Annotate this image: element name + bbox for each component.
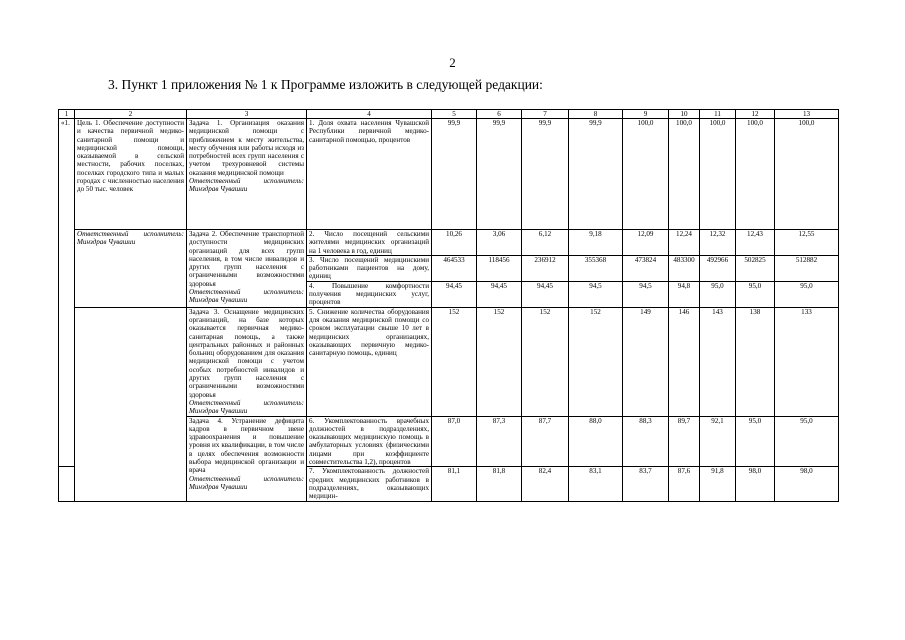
goal-executor-text: Ответственный исполнитель: Минздрав Чувашии xyxy=(77,230,184,247)
column-number: 3 xyxy=(187,110,307,119)
indicator-value: 6,12 xyxy=(522,230,569,256)
indicator-value: 95,0 xyxy=(736,416,775,467)
indicator-name: 4. Повышение комфортности получения медицинских услуг, процентов xyxy=(307,281,432,307)
column-number: 1 xyxy=(59,110,75,119)
task-text: Задача 3. Оснащение медицинских организаций, на базе которых оказывается первичная медико-санитарная помощь, а также центральных районных и районных больниц оборудованием для оказания медицинской помощи с учетом особых потребностей инвалидов и других групп населения с ограниченными возможностями здоровья xyxy=(189,307,304,399)
indicator-value: 10,26 xyxy=(432,230,477,256)
indicator-value: 87,0 xyxy=(432,416,477,467)
indicator-name: 2. Число посещений сельскими жителями медицинских организаций на 1 человека в год, единиц xyxy=(307,230,432,256)
row-label: «1. xyxy=(59,119,75,467)
indicator-value: 9,18 xyxy=(569,230,623,256)
indicator-value: 95,0 xyxy=(775,416,839,467)
indicator-value: 355368 xyxy=(569,255,623,281)
indicator-value: 94,45 xyxy=(432,281,477,307)
indicator-value: 95,0 xyxy=(736,281,775,307)
indicator-value: 99,9 xyxy=(432,119,477,230)
task-executor: Ответственный исполнитель: Минздрав Чувашии xyxy=(189,398,304,416)
indicator-value: 133 xyxy=(775,307,839,416)
column-number: 11 xyxy=(700,110,736,119)
task-cell xyxy=(187,119,307,230)
column-number: 10 xyxy=(669,110,700,119)
indicator-value: 12,43 xyxy=(736,230,775,256)
indicator-value: 89,7 xyxy=(669,416,700,467)
indicator-value: 100,0 xyxy=(736,119,775,230)
indicator-value: 81,1 xyxy=(432,467,477,501)
table-row xyxy=(59,307,839,416)
indicator-value: 98,0 xyxy=(775,467,839,501)
indicator-value: 83,1 xyxy=(569,467,623,501)
indicator-name: 5. Снижение количества оборудования для оказания медицинской помощи со сроком эксплуатации свыше 10 лет в медицинских организациях, оказывающих первичную медико-санитарную помощь, единиц xyxy=(307,307,432,416)
indicator-value: 100,0 xyxy=(669,119,700,230)
column-number: 2 xyxy=(75,110,187,119)
column-number: 13 xyxy=(775,110,839,119)
indicator-value: 95,0 xyxy=(775,281,839,307)
indicator-value: 87,6 xyxy=(669,467,700,501)
indicator-value: 492966 xyxy=(700,255,736,281)
task-text: Задача 4. Устранение дефицита кадров в первичном звене здравоохранения и повышение уровня их квалификации, в том числе в целях обеспечения возможности выбора медицинской организации и врача xyxy=(189,416,304,475)
task-cell xyxy=(187,416,307,501)
table-row xyxy=(59,119,839,230)
indicator-value: 100,0 xyxy=(775,119,839,230)
indicator-value: 152 xyxy=(432,307,477,416)
indicator-value: 12,24 xyxy=(669,230,700,256)
program-table xyxy=(58,109,839,502)
task-executor: Ответственный исполнитель: Минздрав Чувашии xyxy=(189,474,304,491)
indicator-value: 99,9 xyxy=(477,119,522,230)
goal-executor xyxy=(75,230,187,308)
indicator-value: 88,3 xyxy=(623,416,669,467)
indicator-value: 138 xyxy=(736,307,775,416)
indicator-value: 483300 xyxy=(669,255,700,281)
indicator-value: 473824 xyxy=(623,255,669,281)
indicator-value: 152 xyxy=(477,307,522,416)
indicator-value: 94,5 xyxy=(623,281,669,307)
indicator-value: 91,8 xyxy=(700,467,736,501)
heading: 3. Пункт 1 приложения № 1 к Программе изложить в следующей редакции: xyxy=(108,77,543,92)
indicator-value: 94,45 xyxy=(522,281,569,307)
column-number: 9 xyxy=(623,110,669,119)
indicator-value: 149 xyxy=(623,307,669,416)
indicator-value: 464533 xyxy=(432,255,477,281)
indicator-value: 146 xyxy=(669,307,700,416)
row-label-empty xyxy=(59,467,75,501)
indicator-value: 87,3 xyxy=(477,416,522,467)
task-executor: Ответственный исполнитель: Минздрав Чувашии xyxy=(189,288,304,305)
indicator-value: 98,0 xyxy=(736,467,775,501)
indicator-value: 100,0 xyxy=(700,119,736,230)
column-number: 5 xyxy=(432,110,477,119)
indicator-value: 99,9 xyxy=(522,119,569,230)
task-text: Задача 2. Обеспечение транспортной доступности медицинских организаций для всех групп населения, в том числе инвалидов и других групп населения с ограниченными возможностями здоровья xyxy=(189,230,304,288)
indicator-value: 152 xyxy=(569,307,623,416)
column-number: 7 xyxy=(522,110,569,119)
indicator-value: 118456 xyxy=(477,255,522,281)
indicator-value: 95,0 xyxy=(700,281,736,307)
goal-empty xyxy=(75,307,187,501)
indicator-value: 83,7 xyxy=(623,467,669,501)
indicator-value: 87,7 xyxy=(522,416,569,467)
column-number: 12 xyxy=(736,110,775,119)
column-number: 8 xyxy=(569,110,623,119)
indicator-value: 12,09 xyxy=(623,230,669,256)
indicator-value: 99,9 xyxy=(569,119,623,230)
indicator-value: 512882 xyxy=(775,255,839,281)
indicator-value: 94,5 xyxy=(569,281,623,307)
indicator-name: 7. Укомплектованность должностей средних медицинских работников в подразделениях, оказывающих медицин- xyxy=(307,467,432,501)
indicator-value: 88,0 xyxy=(569,416,623,467)
goal-cell xyxy=(75,119,187,230)
task-cell xyxy=(187,307,307,416)
table-row xyxy=(59,230,839,256)
page-number: 2 xyxy=(449,55,456,70)
indicator-value: 82,4 xyxy=(522,467,569,501)
indicator-value: 94,8 xyxy=(669,281,700,307)
indicator-value: 81,8 xyxy=(477,467,522,501)
task-cell xyxy=(187,230,307,308)
indicator-name: 6. Укомплектованность врачебных должностей в подразделениях, оказывающих медицинскую помощь в амбулаторных условиях (физическими лицами при коэффициенте совместительства 1,2), процентов xyxy=(307,416,432,467)
indicator-value: 502825 xyxy=(736,255,775,281)
indicator-value: 92,1 xyxy=(700,416,736,467)
column-number: 4 xyxy=(307,110,432,119)
indicator-value: 152 xyxy=(522,307,569,416)
task-text: Задача 1. Организация оказания медицинской помощи с приближением к месту жительства, месту обучения или работы исходя из потребностей всех групп населения с учетом трехуровневой системы оказания медицинской помощи xyxy=(189,119,304,177)
indicator-value: 12,55 xyxy=(775,230,839,256)
indicator-value: 236912 xyxy=(522,255,569,281)
indicator-name: 1. Доля охвата населения Чувашской Республики первичной медико-санитарной помощью, процентов xyxy=(307,119,432,230)
indicator-value: 143 xyxy=(700,307,736,416)
goal-text: Цель 1. Обеспечение доступности и качества первичной медико-санитарной помощи и медицинской помощи, оказываемой в сельской местности, рабочих поселках, поселках городского типа и малых городах с численностью населения до 50 тыс. человек xyxy=(77,119,184,194)
task-executor: Ответственный исполнитель: Минздрав Чувашии xyxy=(189,177,304,194)
indicator-value: 3,06 xyxy=(477,230,522,256)
indicator-value: 100,0 xyxy=(623,119,669,230)
column-number: 6 xyxy=(477,110,522,119)
column-numbers-row xyxy=(59,110,839,119)
indicator-name: 3. Число посещений медицинскими работниками пациентов на дому, единиц xyxy=(307,255,432,281)
indicator-value: 94,45 xyxy=(477,281,522,307)
indicator-value: 12,32 xyxy=(700,230,736,256)
